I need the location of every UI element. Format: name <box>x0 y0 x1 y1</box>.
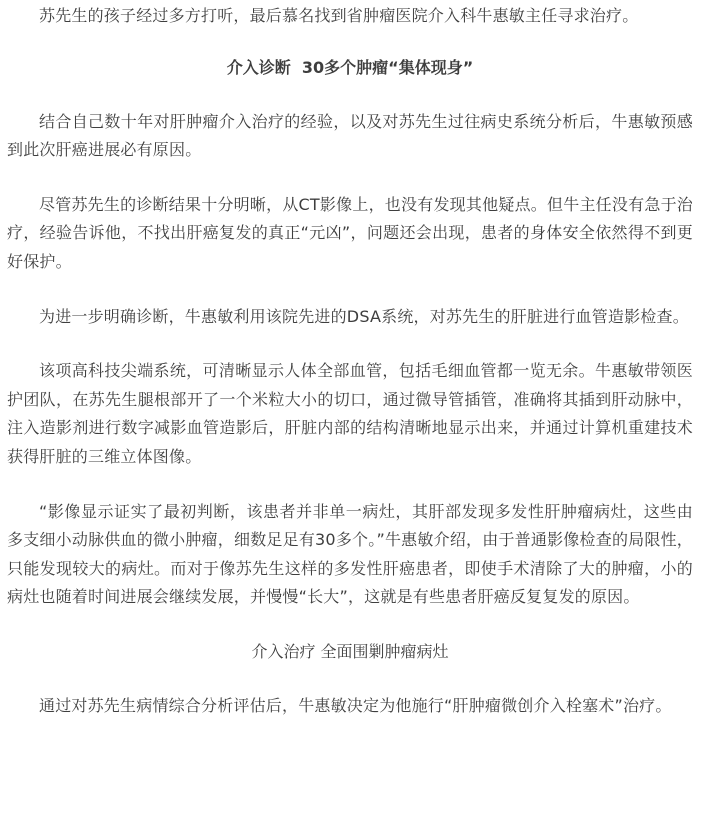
spacer <box>7 472 693 498</box>
spacer <box>7 277 693 303</box>
paragraph-ct-findings: 尽管苏先生的诊断结果十分明晰，从CT影像上，也没有发现其他疑点。但牛主任没有急于治疗，经验告诉他，不找出肝癌复发的真正“元凶”，问题还会出现，患者的身体安全依然得不到更好保护。 <box>7 194 693 271</box>
paragraph-treatment-plan: 通过对苏先生病情综合分析评估后，牛惠敏决定为他施行“肝肿瘤微创介入栓塞术”治疗。 <box>39 695 672 715</box>
spacer <box>7 31 693 54</box>
section-heading-diagnosis: 介入诊断 30多个肿瘤“集体现身” <box>226 57 474 77</box>
paragraph-dsa-exam: 为进一步明确诊断，牛惠敏利用该院先进的DSA系统，对苏先生的肝脏进行血管造影检查。 <box>39 306 689 326</box>
paragraph-imaging-result: “影像显示证实了最初判断，该患者并非单一病灶，其肝部发现多发性肝肿瘤病灶，这些由多支细小动脉供血的微小肿瘤，细数足足有30多个。”牛惠敏介绍，由于普通影像检查的局限性，只能发现较大的病灶。而对于像苏先生这样的多发性肝癌患者，即使手术清除了大的肿瘤，小的病灶也随着时间进展会继续发展，并慢慢“长大”，这就是有些患者肝癌反复复发的原因。 <box>7 501 693 607</box>
spacer <box>7 331 693 357</box>
article-body <box>7 0 693 721</box>
paragraph-intro: 苏先生的孩子经过多方打听，最后慕名找到省肿瘤医院介入科牛惠敏主任寻求治疗。 <box>39 6 639 25</box>
section-heading-treatment: 介入治疗 全面围剿肿瘤病灶 <box>251 641 449 661</box>
spacer <box>7 165 693 191</box>
spacer <box>7 612 693 638</box>
paragraph-dsa-system: 该项高科技尖端系统，可清晰显示人体全部血管，包括毛细血管都一览无余。牛惠敏带领医护团队，在苏先生腿根部开了一个米粒大小的切口，通过微导管插管，准确将其插到肝动脉中，注入造影剂进行数字减影血管造影后，肝脏内部的结构清晰地显示出来，并通过计算机重建技术获得肝脏的三维立体图像。 <box>7 361 693 466</box>
spacer <box>7 82 693 108</box>
paragraph-experience: 结合自己数十年对肝肿瘤介入治疗的经验，以及对苏先生过往病史系统分析后，牛惠敏预感到此次肝癌进展必有原因。 <box>7 111 693 160</box>
spacer <box>7 666 693 692</box>
